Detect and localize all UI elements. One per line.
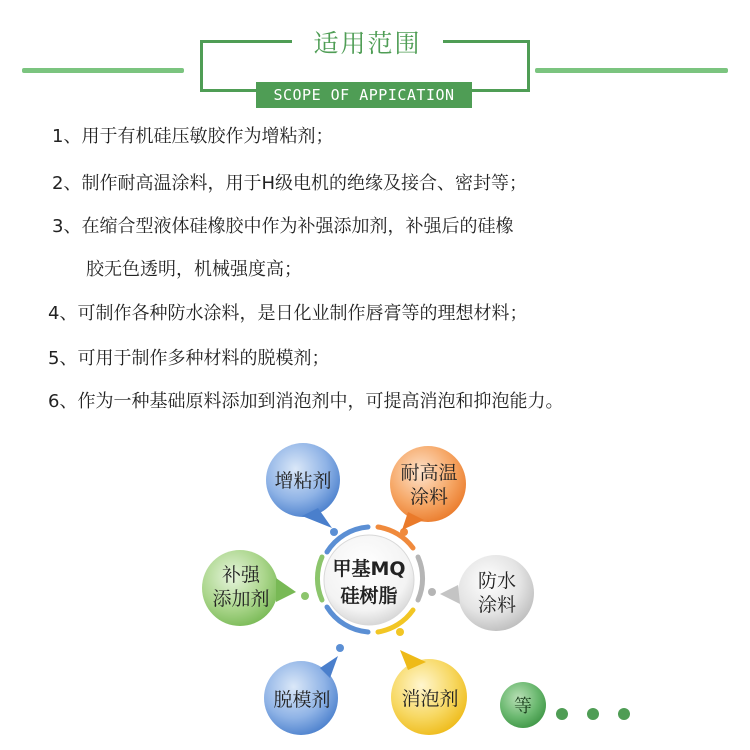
etc-label: 等 (514, 696, 532, 717)
connector-dot (301, 592, 309, 600)
section-title: 适用范围 (313, 29, 422, 58)
list-item-3-continued: 胶无色透明，机械强度高； (86, 259, 302, 280)
list-item-3: 3、在缩合型液体硅橡胶中作为补强添加剂，补强后的硅橡 (52, 216, 514, 237)
connector-dot (330, 528, 338, 536)
node-label-3-line2: 涂料 (477, 594, 517, 616)
connector-dot (428, 588, 436, 596)
center-circle (324, 535, 414, 625)
section-subtitle: SCOPE OF APPICATION (256, 82, 472, 108)
node-label-2-line1: 耐高温 (400, 462, 458, 484)
ellipsis-dot (556, 708, 568, 720)
list-item-4: 4、可制作各种防水涂料，是日化业制作唇膏等的理想材料； (48, 303, 528, 324)
connector-dot (400, 528, 408, 536)
node-label-3-line1: 防水 (477, 570, 517, 592)
list-item-2: 2、制作耐高温涂料，用于H级电机的绝缘及接合、密封等； (52, 173, 527, 194)
node-label-5-line1: 脱模剂 (273, 689, 331, 711)
connector-dot (396, 628, 404, 636)
list-item-6: 6、作为一种基础原料添加到消泡剂中，可提高消泡和抑泡能力。 (48, 391, 564, 412)
list-item-1: 1、用于有机硅压敏胶作为增粘剂； (52, 126, 334, 147)
connector-dot (336, 644, 344, 652)
list-item-5: 5、可用于制作多种材料的脱模剂； (48, 348, 330, 369)
node-label-6-line2: 添加剂 (212, 588, 270, 610)
node-label-6-line1: 补强 (221, 564, 261, 586)
node-bubble-3 (440, 555, 534, 631)
node-label-2-line2: 涂料 (409, 486, 449, 508)
node-label-4-line1: 消泡剂 (401, 688, 459, 710)
center-label-line1: 甲基MQ (332, 558, 406, 580)
ellipsis-dot (618, 708, 630, 720)
node-label-1-line1: 增粘剂 (274, 470, 332, 492)
ellipsis-dot (587, 708, 599, 720)
center-label-line2: 硅树脂 (340, 585, 398, 607)
